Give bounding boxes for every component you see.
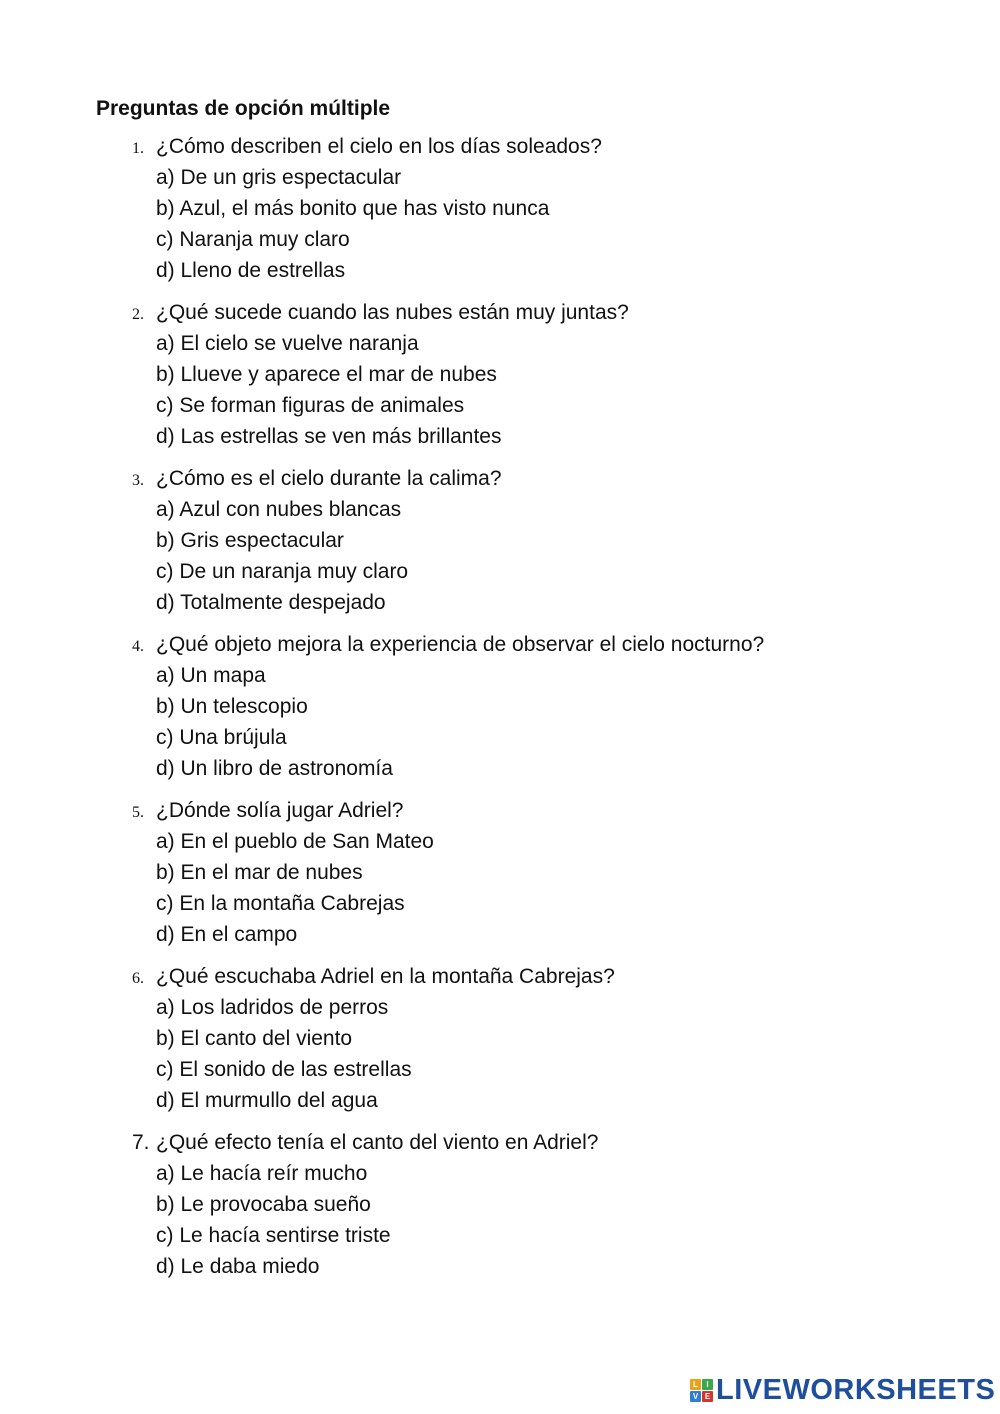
option-d[interactable]: d) En el campo: [156, 923, 298, 946]
question-1: [132, 131, 952, 286]
option-b[interactable]: b) Llueve y aparece el mar de nubes: [156, 363, 497, 386]
question-stem: [132, 629, 952, 660]
option-d[interactable]: d) Le daba miedo: [156, 1255, 320, 1278]
question-4: [132, 629, 952, 784]
option-c[interactable]: c) Se forman figuras de animales: [156, 394, 465, 417]
question-list: [132, 131, 952, 1293]
question-text: ¿Qué efecto tenía el canto del viento en Adriel?: [156, 1131, 599, 1154]
question-text: ¿Cómo es el cielo durante la calima?: [156, 467, 502, 490]
question-number: 1.: [132, 140, 144, 157]
question-6: [132, 961, 952, 1116]
question-text: ¿Cómo describen el cielo en los días soleados?: [156, 135, 602, 158]
question-stem: [132, 297, 952, 328]
option-d[interactable]: d) Un libro de astronomía: [156, 757, 393, 780]
logo-mark-letter: I: [702, 1379, 713, 1390]
question-text: ¿Qué sucede cuando las nubes están muy juntas?: [156, 301, 629, 324]
option-b[interactable]: b) El canto del viento: [156, 1027, 353, 1050]
question-text: ¿Dónde solía jugar Adriel?: [156, 799, 404, 822]
question-5: [132, 795, 952, 950]
question-number: 5.: [132, 804, 144, 821]
question-stem: [132, 1127, 952, 1158]
option-c[interactable]: c) Naranja muy claro: [156, 228, 350, 251]
option-d[interactable]: d) El murmullo del agua: [156, 1089, 378, 1112]
question-stem: [132, 463, 952, 494]
option-b[interactable]: b) Azul, el más bonito que has visto nunca: [156, 197, 550, 220]
question-number: 6.: [132, 970, 144, 987]
option-b[interactable]: b) Le provocaba sueño: [156, 1193, 371, 1216]
option-d[interactable]: d) Totalmente despejado: [156, 591, 386, 614]
option-a[interactable]: a) Un mapa: [156, 664, 266, 687]
question-3: [132, 463, 952, 618]
option-c[interactable]: c) Una brújula: [156, 726, 287, 749]
option-a[interactable]: a) Los ladridos de perros: [156, 996, 389, 1019]
question-number: 7.: [132, 1131, 150, 1154]
option-a[interactable]: a) El cielo se vuelve naranja: [156, 332, 419, 355]
logo-mark-letter: V: [690, 1391, 701, 1402]
question-text: ¿Qué escuchaba Adriel en la montaña Cabrejas?: [156, 965, 615, 988]
question-stem: [132, 131, 952, 162]
question-number: 2.: [132, 306, 144, 323]
option-b[interactable]: b) Un telescopio: [156, 695, 308, 718]
option-c[interactable]: c) El sonido de las estrellas: [156, 1058, 412, 1081]
question-stem: [132, 795, 952, 826]
option-a[interactable]: a) De un gris espectacular: [156, 166, 402, 189]
liveworksheets-logo: [690, 1374, 995, 1406]
question-number: 3.: [132, 472, 144, 489]
logo-text: LIVEWORKSHEETS: [716, 1374, 996, 1406]
question-2: [132, 297, 952, 452]
option-b[interactable]: b) Gris espectacular: [156, 529, 344, 552]
logo-mark-icon: [690, 1379, 713, 1402]
logo-mark-letter: L: [690, 1379, 701, 1390]
logo-mark-letter: E: [702, 1391, 713, 1402]
page-title: Preguntas de opción múltiple: [96, 97, 391, 120]
option-d[interactable]: d) Las estrellas se ven más brillantes: [156, 425, 502, 448]
question-7: [132, 1127, 952, 1282]
option-b[interactable]: b) En el mar de nubes: [156, 861, 363, 884]
question-stem: [132, 961, 952, 992]
option-a[interactable]: a) Azul con nubes blancas: [156, 498, 402, 521]
question-number: 4.: [132, 638, 144, 655]
question-text: ¿Qué objeto mejora la experiencia de observar el cielo nocturno?: [156, 633, 765, 656]
option-c[interactable]: c) De un naranja muy claro: [156, 560, 409, 583]
option-a[interactable]: a) En el pueblo de San Mateo: [156, 830, 434, 853]
option-a[interactable]: a) Le hacía reír mucho: [156, 1162, 368, 1185]
option-c[interactable]: c) En la montaña Cabrejas: [156, 892, 405, 915]
option-d[interactable]: d) Lleno de estrellas: [156, 259, 346, 282]
option-c[interactable]: c) Le hacía sentirse triste: [156, 1224, 391, 1247]
